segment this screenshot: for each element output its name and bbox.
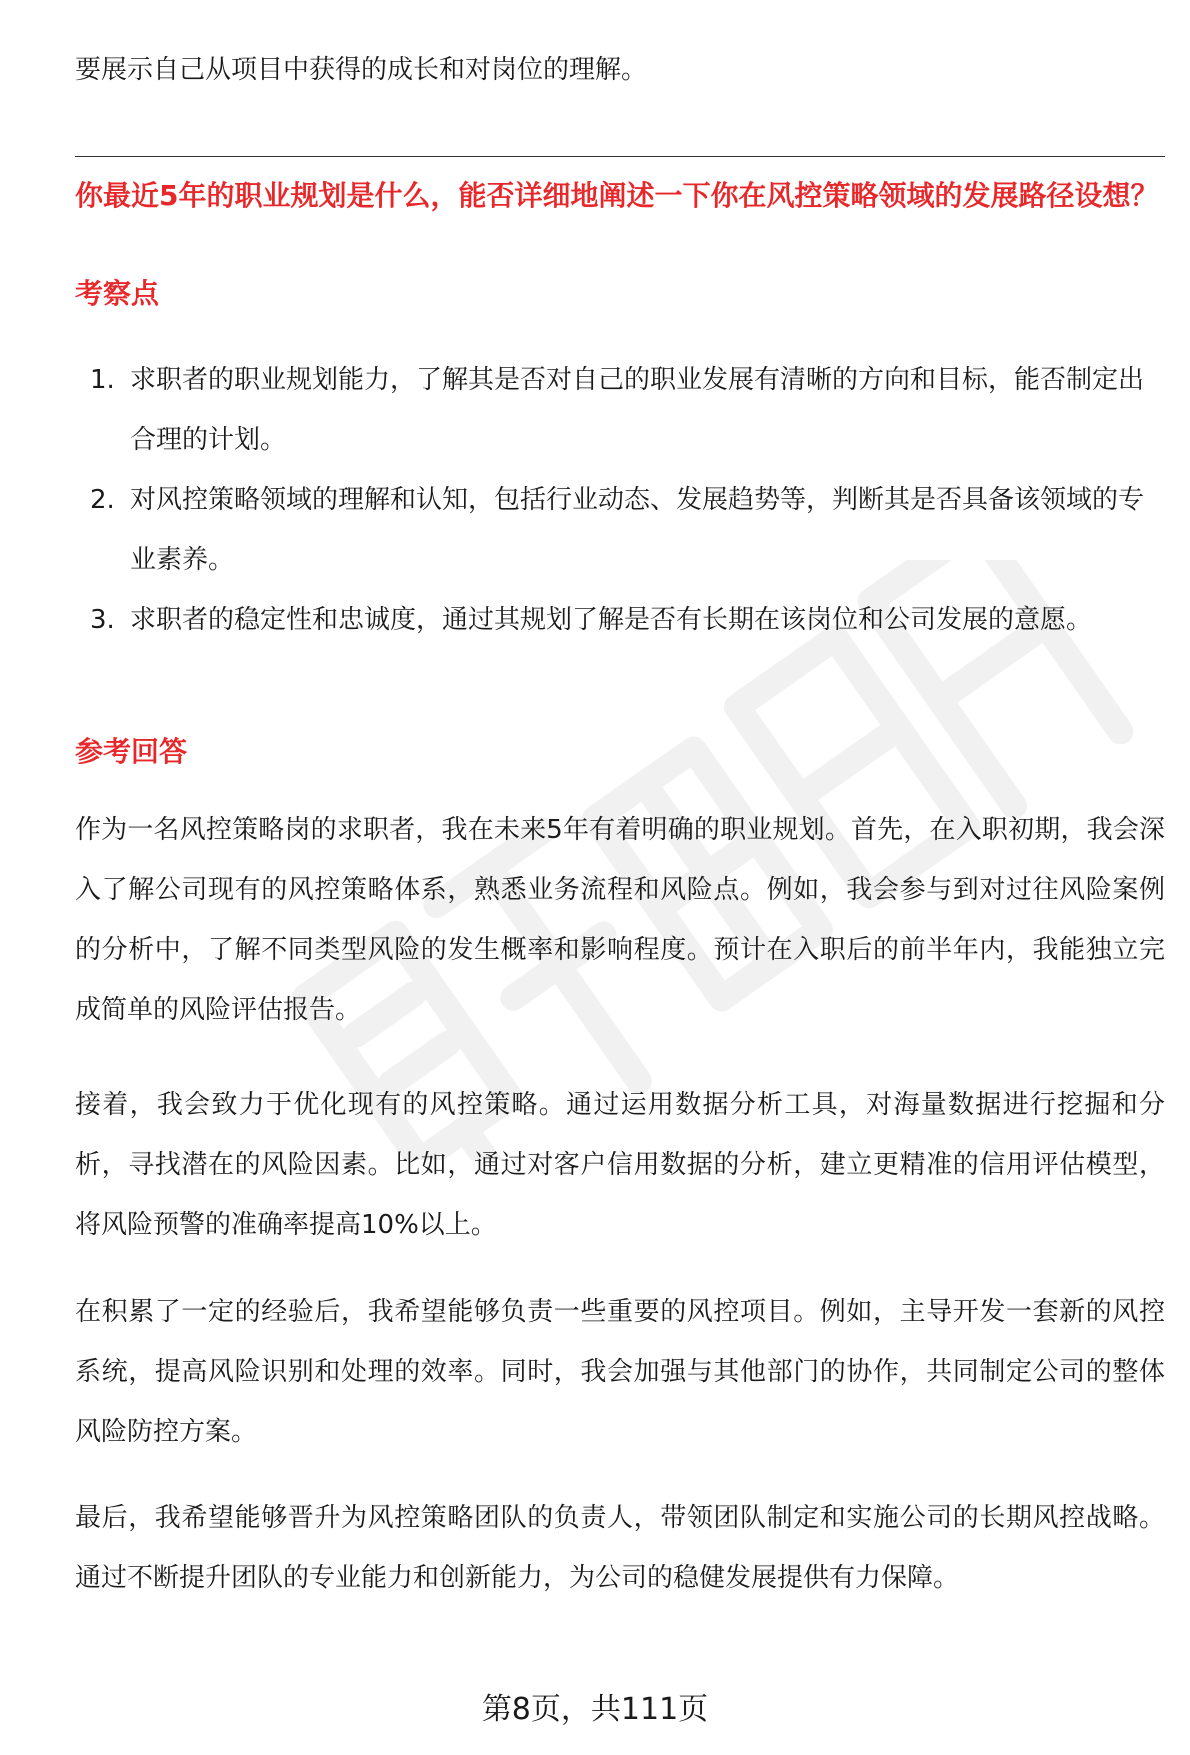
answer-paragraph: 最后，我希望能够晋升为风控策略团队的负责人，带领团队制定和实施公司的长期风控战略。通过不断提升团队的专业能力和创新能力，为公司的稳健发展提供有力保障。 (75, 1503, 1165, 1593)
points-list (75, 350, 1165, 650)
points-heading: 考察点 (75, 277, 160, 310)
interview-question: 你最近5年的职业规划是什么，能否详细地阐述一下你在风控策略领域的发展路径设想？ (75, 179, 1159, 212)
list-item-text: 求职者的稳定性和忠诚度，通过其规划了解是否有长期在该岗位和公司发展的意愿。 (130, 605, 1093, 635)
list-item (75, 350, 1165, 470)
answer-heading: 参考回答 (75, 735, 188, 768)
answer-paragraph: 接着，我会致力于优化现有的风控策略。通过运用数据分析工具，对海量数据进行挖掘和分析，寻找潜在的风险因素。比如，通过对客户信用数据的分析，建立更精准的信用评估模型，将风险预警的准确率提高10%以上。 (75, 1090, 1165, 1240)
answer-paragraph: 在积累了一定的经验后，我希望能够负责一些重要的风控项目。例如，主导开发一套新的风控系统，提高风险识别和处理的效率。同时，我会加强与其他部门的协作，共同制定公司的整体风险防控方案。 (75, 1297, 1165, 1447)
intro-text: 要展示自己从项目中获得的成长和对岗位的理解。 (75, 55, 648, 85)
list-item (75, 590, 1165, 650)
list-item-number: 3. (90, 605, 115, 635)
page-footer: 第8页，共111页 (481, 1692, 709, 1727)
section-divider (75, 156, 1165, 157)
list-item-text: 对风控策略领域的理解和认知，包括行业动态、发展趋势等，判断其是否具备该领域的专业素养。 (130, 485, 1145, 575)
list-item (75, 470, 1165, 590)
answer-paragraph: 作为一名风控策略岗的求职者，我在未来5年有着明确的职业规划。首先，在入职初期，我会深入了解公司现有的风控策略体系，熟悉业务流程和风险点。例如，我会参与到对过往风险案例的分析中，了解不同类型风险的发生概率和影响程度。预计在入职后的前半年内，我能独立完成简单的风险评估报告。 (75, 815, 1165, 1025)
list-item-number: 2. (90, 485, 115, 515)
list-item-text: 求职者的职业规划能力，了解其是否对自己的职业发展有清晰的方向和目标，能否制定出合理的计划。 (130, 365, 1145, 455)
list-item-number: 1. (90, 365, 115, 395)
